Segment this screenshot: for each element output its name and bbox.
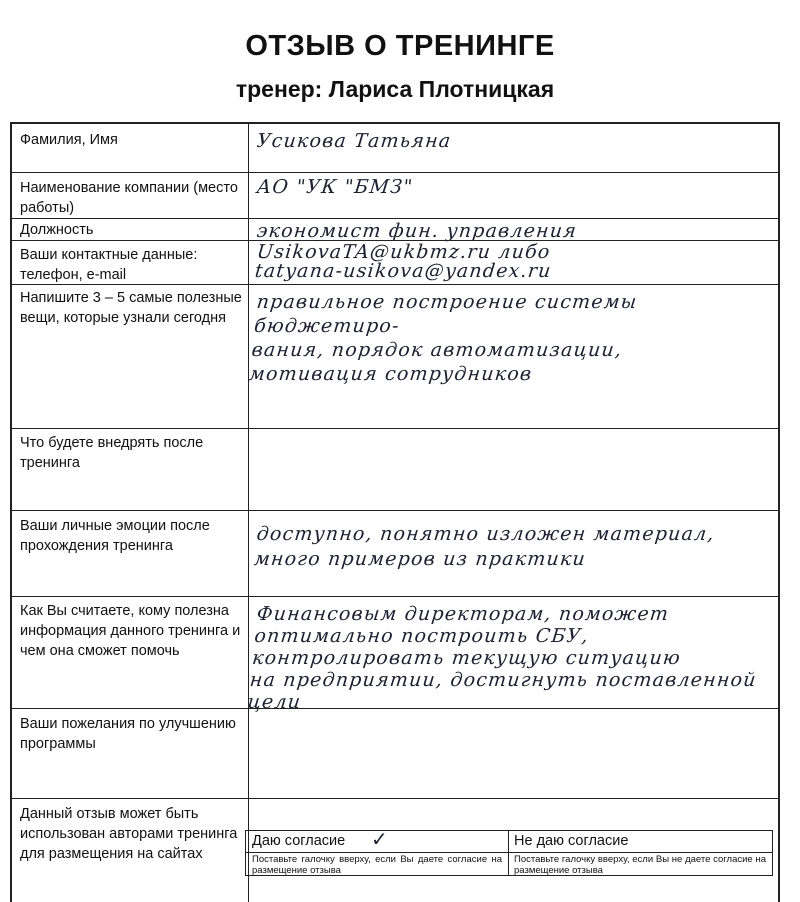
form-title: ОТЗЫВ О ТРЕНИНГЕ xyxy=(245,30,555,62)
answer-full-name: Усикова Татьяна xyxy=(255,130,453,152)
row-divider xyxy=(12,218,778,219)
label-implement: Что будете внедрять после тренинга xyxy=(20,435,204,471)
trainer-subtitle: тренер: Лариса Плотницкая xyxy=(235,76,555,102)
consent-agree-note: Поставьте галочку вверху, если Вы даете согласие на размещение отзыва xyxy=(252,854,502,876)
answer-contacts: UsikovaTA@ukbmz.ru либо tatyana-usikova@yandex.ru xyxy=(253,241,553,282)
answer-emotions: доступно, понятно изложен материал, много примеров из практики xyxy=(252,523,716,570)
label-wishes: Ваши пожелания по улучшению программы xyxy=(20,716,236,752)
consent-box xyxy=(245,827,773,876)
answer-position: экономист фин. управления xyxy=(255,220,579,242)
consent-disagree-note: Поставьте галочку вверху, если Вы не даете согласие на размещение отзыва xyxy=(514,854,766,876)
label-publication-consent: Данный отзыв может быть использован авторами тренинга для размещения на сайтах xyxy=(20,806,238,862)
row-divider xyxy=(12,428,778,429)
consent-agree-header xyxy=(246,827,508,853)
answer-useful-things: правильное построение системы бюджетиро- вания, порядок автоматизации, мотивация сотрудников xyxy=(248,291,639,385)
consent-disagree-cell[interactable] xyxy=(508,831,772,875)
feedback-table xyxy=(10,122,780,902)
label-contacts: Ваши контактные данные: телефон, e-mail xyxy=(20,247,198,283)
label-who-benefits: Как Вы считаете, кому полезна информация данного тренинга и чем она сможет помочь xyxy=(20,603,241,659)
label-company: Наименование компании (место работы) xyxy=(20,180,238,216)
consent-agree-label: Даю согласие xyxy=(252,833,346,849)
label-full-name: Фамилия, Имя xyxy=(20,132,118,148)
row-divider xyxy=(12,798,778,799)
row-divider xyxy=(12,596,778,597)
label-position: Должность xyxy=(20,222,94,238)
answer-who-benefits: Финансовым директорам, поможет оптимально построить СБУ, контролировать текущую ситуацию на предприятии, достигнуть поставленной цели xyxy=(246,603,758,713)
checkmark-icon: ✓ xyxy=(371,827,388,851)
answer-company: АО "УК "БМЗ" xyxy=(255,176,415,198)
row-divider xyxy=(12,510,778,511)
consent-agree-cell[interactable] xyxy=(246,827,509,876)
label-emotions: Ваши личные эмоции после прохождения тренинга xyxy=(20,518,210,554)
label-useful-things: Напишите 3 – 5 самые полезные вещи, которые узнали сегодня xyxy=(20,290,242,326)
row-divider xyxy=(12,172,778,173)
consent-disagree-label: Не даю согласие xyxy=(508,831,772,853)
